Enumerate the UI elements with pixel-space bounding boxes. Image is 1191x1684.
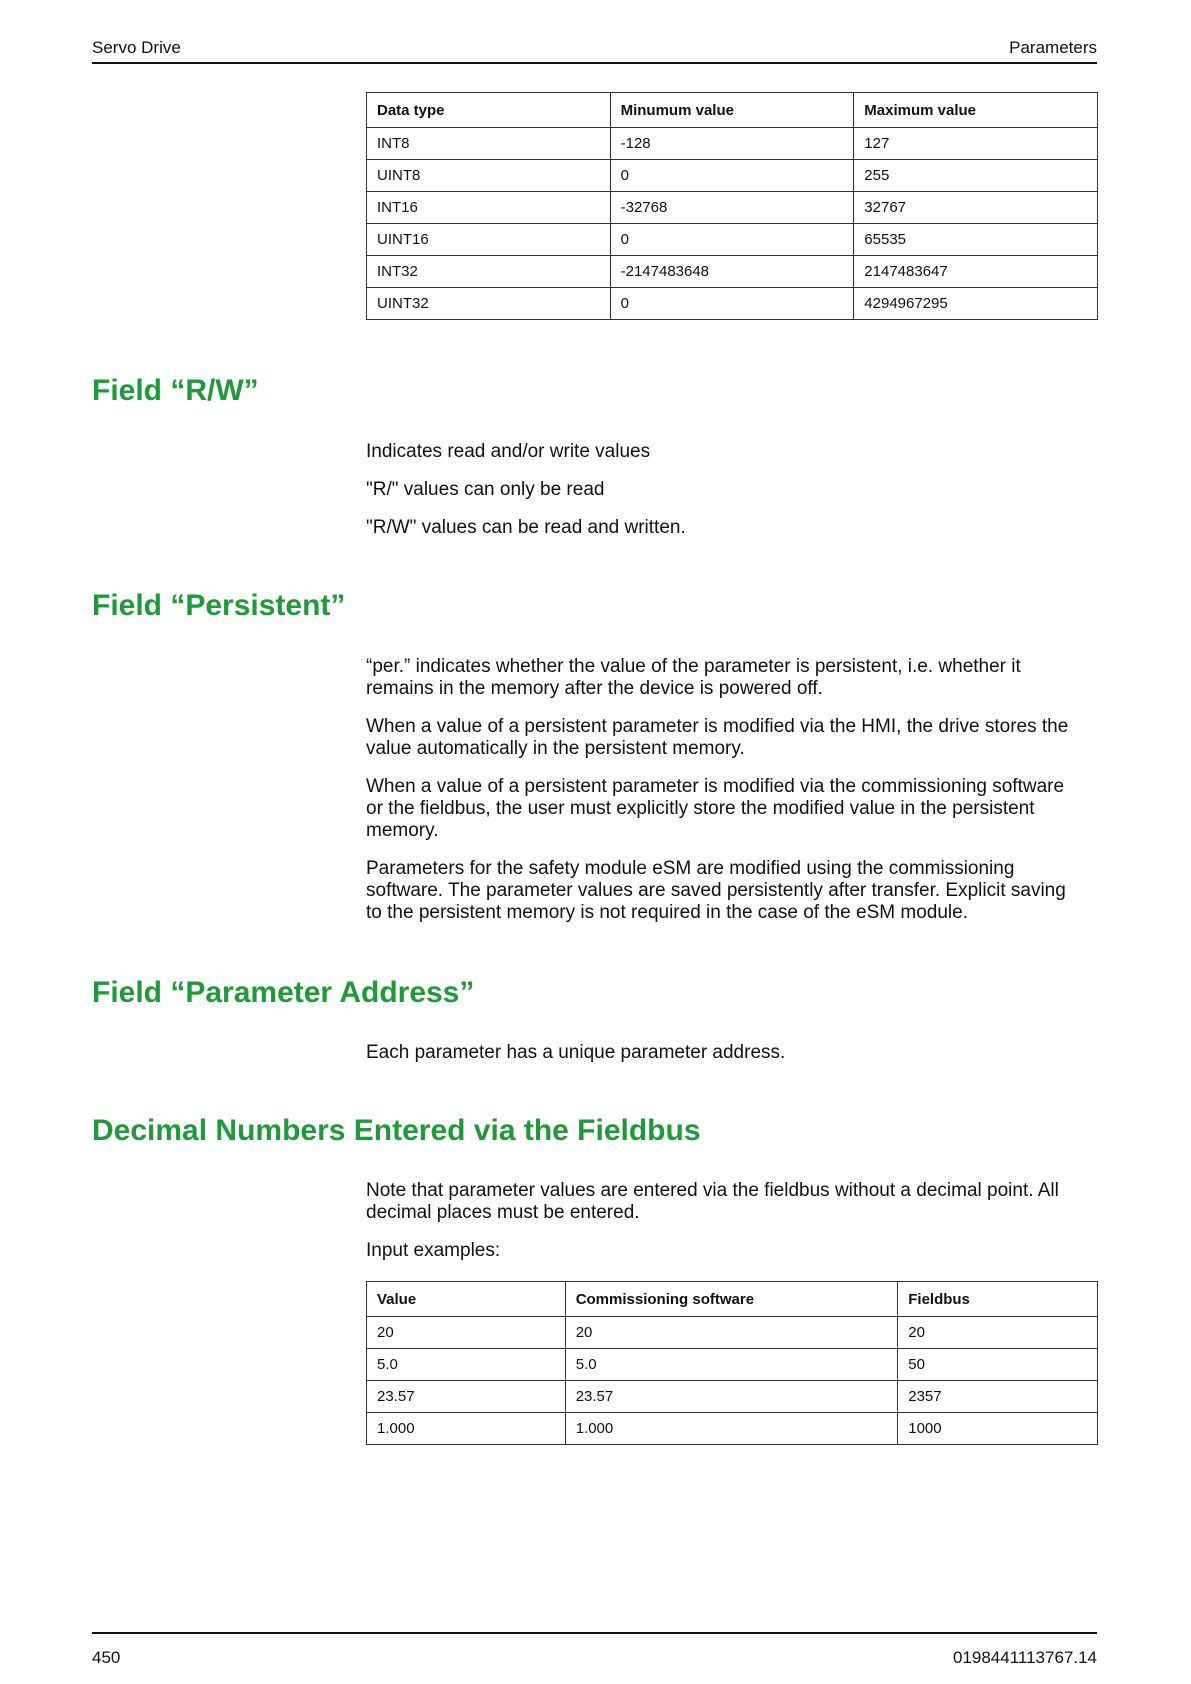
document-id: 0198441113767.14 bbox=[952, 1648, 1097, 1667]
table-cell: 23.57 bbox=[565, 1381, 898, 1413]
table-cell: 20 bbox=[565, 1317, 898, 1349]
table-row bbox=[367, 1317, 1098, 1349]
page-footer bbox=[92, 1632, 1097, 1667]
table-header-cell: Maximum value bbox=[854, 93, 1098, 128]
table-row bbox=[367, 128, 1098, 160]
table-cell: 0 bbox=[610, 160, 854, 192]
table-cell: 2147483647 bbox=[854, 256, 1098, 288]
paragraph: Note that parameter values are entered via the fieldbus without a decimal point. All decimal places must be entered. bbox=[366, 1180, 1059, 1223]
table-row bbox=[367, 1349, 1098, 1381]
table-row bbox=[367, 160, 1098, 192]
table-cell: 1.000 bbox=[565, 1413, 898, 1445]
paragraph: Indicates read and/or write values bbox=[366, 441, 651, 462]
table-cell: INT8 bbox=[367, 128, 611, 160]
table-cell: 1.000 bbox=[367, 1413, 566, 1445]
paragraph: Each parameter has a unique parameter address. bbox=[366, 1042, 786, 1063]
input-examples-table bbox=[366, 1281, 1098, 1445]
header-document-title: Servo Drive bbox=[92, 38, 181, 57]
section-heading-parameter-address: Field “Parameter Address” bbox=[92, 976, 475, 1009]
table-cell: 4294967295 bbox=[854, 288, 1098, 320]
table-cell: 20 bbox=[898, 1317, 1098, 1349]
table-cell: 127 bbox=[854, 128, 1098, 160]
table-row bbox=[367, 256, 1098, 288]
table-cell: 50 bbox=[898, 1349, 1098, 1381]
page-number: 450 bbox=[92, 1648, 121, 1667]
table-header-cell: Data type bbox=[367, 93, 611, 128]
table-cell: UINT8 bbox=[367, 160, 611, 192]
table-row bbox=[367, 192, 1098, 224]
table-cell: 2357 bbox=[898, 1381, 1098, 1413]
table-cell: 5.0 bbox=[565, 1349, 898, 1381]
table-header-cell: Fieldbus bbox=[898, 1282, 1098, 1317]
table-cell: 255 bbox=[854, 160, 1098, 192]
table-header-row bbox=[367, 93, 1098, 128]
table-cell: UINT16 bbox=[367, 224, 611, 256]
table-row bbox=[367, 224, 1098, 256]
table-cell: 32767 bbox=[854, 192, 1098, 224]
table-cell: UINT32 bbox=[367, 288, 611, 320]
header-chapter-title: Parameters bbox=[1009, 38, 1097, 57]
paragraph: When a value of a persistent parameter is modified via the HMI, the drive stores the value automatically in the persistent memory. bbox=[366, 716, 1069, 759]
table-cell: -32768 bbox=[610, 192, 854, 224]
table-cell: 65535 bbox=[854, 224, 1098, 256]
table-cell: 23.57 bbox=[367, 1381, 566, 1413]
table-cell: 0 bbox=[610, 224, 854, 256]
paragraph: When a value of a persistent parameter is modified via the commissioning software or the fieldbus, the user must explicitly store the modified value in the persistent memory. bbox=[366, 776, 1065, 841]
paragraph: "R/W" values can be read and written. bbox=[366, 517, 686, 538]
paragraph: "R/" values can only be read bbox=[366, 479, 605, 500]
table-header-cell: Value bbox=[367, 1282, 566, 1317]
table-cell: 0 bbox=[610, 288, 854, 320]
table-cell: 20 bbox=[367, 1317, 566, 1349]
table-row bbox=[367, 1413, 1098, 1445]
table-cell: -2147483648 bbox=[610, 256, 854, 288]
paragraph: Input examples: bbox=[366, 1240, 501, 1261]
table-cell: INT32 bbox=[367, 256, 611, 288]
paragraph: Parameters for the safety module eSM are modified using the commissioning software. The parameter values are saved persistently after transfer. Explicit saving to the persistent memory is not required in the case of the eSM module. bbox=[366, 858, 1066, 923]
section-heading-rw: Field “R/W” bbox=[92, 374, 259, 407]
table-header-cell: Minumum value bbox=[610, 93, 854, 128]
section-heading-persistent: Field “Persistent” bbox=[92, 589, 346, 622]
table-row bbox=[367, 1381, 1098, 1413]
table-header-cell: Commissioning software bbox=[565, 1282, 898, 1317]
table-cell: -128 bbox=[610, 128, 854, 160]
page-header bbox=[92, 36, 1097, 64]
table-row bbox=[367, 288, 1098, 320]
data-type-table bbox=[366, 92, 1098, 320]
table-header-row bbox=[367, 1282, 1098, 1317]
paragraph: “per.” indicates whether the value of the parameter is persistent, i.e. whether it remains in the memory after the device is powered off. bbox=[366, 656, 1021, 699]
table-cell: INT16 bbox=[367, 192, 611, 224]
table-cell: 1000 bbox=[898, 1413, 1098, 1445]
section-heading-decimal-numbers: Decimal Numbers Entered via the Fieldbus bbox=[92, 1114, 701, 1147]
table-cell: 5.0 bbox=[367, 1349, 566, 1381]
